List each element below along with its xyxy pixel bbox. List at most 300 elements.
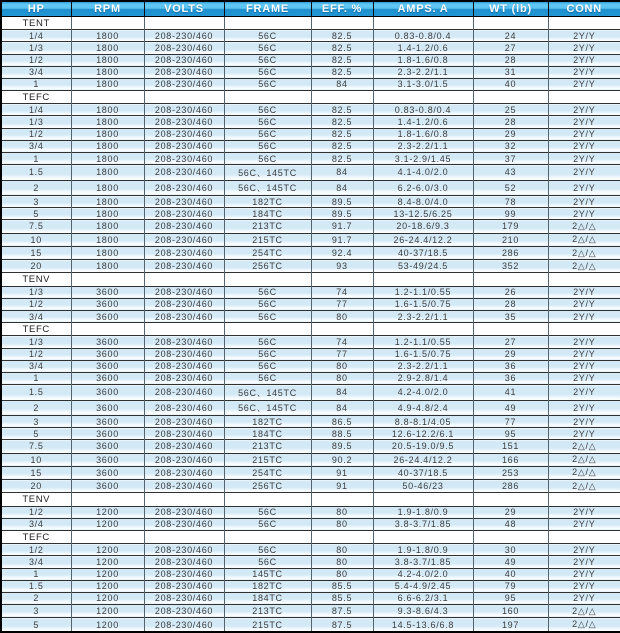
- section-empty-cell: [224, 530, 311, 543]
- cell-eff-%: 91.7: [311, 233, 373, 246]
- cell-rpm: 1200: [71, 580, 144, 592]
- section-empty-cell: [311, 91, 373, 104]
- cell-eff-%: 82.5: [311, 42, 373, 54]
- cell-conn: 2Y/Y: [548, 360, 620, 372]
- cell-eff-%: 82.5: [311, 140, 373, 152]
- cell-wt-lb: 40: [473, 568, 548, 580]
- cell-rpm: 1800: [71, 260, 144, 273]
- cell-wt-lb: 99: [473, 208, 548, 220]
- cell-eff-%: 80: [311, 544, 373, 556]
- table-row: [1, 544, 620, 556]
- cell-hp: 3/4: [1, 360, 71, 372]
- cell-eff-%: 74: [311, 286, 373, 298]
- cell-frame: 56C: [224, 372, 311, 384]
- cell-conn: 2Y/Y: [548, 518, 620, 530]
- cell-wt-lb: 32: [473, 140, 548, 152]
- cell-wt-lb: 151: [473, 440, 548, 453]
- cell-wt-lb: 36: [473, 372, 548, 384]
- cell-rpm: 1800: [71, 208, 144, 220]
- cell-eff-%: 74: [311, 336, 373, 348]
- table-row: [1, 348, 620, 360]
- cell-frame: 56C: [224, 556, 311, 568]
- cell-amps-a: 6.2-6.0/3.0: [373, 180, 473, 195]
- cell-volts: 208-230/460: [144, 618, 224, 632]
- cell-frame: 215TC: [224, 618, 311, 632]
- cell-volts: 208-230/460: [144, 428, 224, 440]
- cell-amps-a: 1.8-1.6/0.8: [373, 128, 473, 140]
- cell-conn: 2Y/Y: [548, 140, 620, 152]
- cell-wt-lb: 37: [473, 152, 548, 164]
- cell-frame: 56C、145TC: [224, 400, 311, 415]
- table-row: [1, 568, 620, 580]
- cell-eff-%: 82.5: [311, 116, 373, 128]
- table-row: [1, 66, 620, 78]
- cell-amps-a: 8.8-8.1/4.05: [373, 415, 473, 427]
- cell-rpm: 1800: [71, 233, 144, 246]
- cell-rpm: 1800: [71, 140, 144, 152]
- cell-rpm: 1200: [71, 544, 144, 556]
- section-row-tefc: [1, 91, 620, 104]
- section-empty-cell: [548, 273, 620, 286]
- cell-eff-%: 89.5: [311, 440, 373, 453]
- cell-rpm: 3600: [71, 286, 144, 298]
- section-empty-cell: [224, 17, 311, 30]
- table-row: [1, 604, 620, 617]
- table-row: [1, 260, 620, 273]
- section-empty-cell: [473, 323, 548, 336]
- cell-frame: 56C: [224, 42, 311, 54]
- cell-wt-lb: 352: [473, 260, 548, 273]
- cell-wt-lb: 28: [473, 116, 548, 128]
- cell-frame: 56C: [224, 360, 311, 372]
- section-empty-cell: [71, 17, 144, 30]
- cell-conn: 2Y/Y: [548, 415, 620, 427]
- cell-eff-%: 82.5: [311, 104, 373, 116]
- cell-conn: 2Y/Y: [548, 544, 620, 556]
- section-empty-cell: [548, 91, 620, 104]
- cell-conn: 2Y/Y: [548, 310, 620, 322]
- cell-rpm: 1800: [71, 30, 144, 42]
- cell-amps-a: 1.9-1.8/0.9: [373, 544, 473, 556]
- table-row: [1, 466, 620, 479]
- cell-frame: 213TC: [224, 220, 311, 233]
- cell-wt-lb: 29: [473, 348, 548, 360]
- cell-volts: 208-230/460: [144, 208, 224, 220]
- cell-volts: 208-230/460: [144, 246, 224, 259]
- cell-rpm: 1200: [71, 506, 144, 518]
- cell-eff-%: 82.5: [311, 152, 373, 164]
- cell-wt-lb: 41: [473, 385, 548, 400]
- section-empty-cell: [373, 493, 473, 506]
- cell-conn: 2△/△: [548, 233, 620, 246]
- cell-conn: 2△/△: [548, 453, 620, 466]
- cell-wt-lb: 166: [473, 453, 548, 466]
- table-row: [1, 556, 620, 568]
- table-row: [1, 208, 620, 220]
- table-row: [1, 180, 620, 195]
- cell-eff-%: 80: [311, 372, 373, 384]
- cell-frame: 56C: [224, 78, 311, 90]
- cell-conn: 2Y/Y: [548, 42, 620, 54]
- cell-volts: 208-230/460: [144, 336, 224, 348]
- column-header-amps: AMPS. A: [373, 1, 473, 17]
- cell-volts: 208-230/460: [144, 128, 224, 140]
- section-label: TEFC: [1, 323, 71, 336]
- cell-amps-a: 1.6-1.5/0.75: [373, 348, 473, 360]
- section-row-tefc: [1, 530, 620, 543]
- cell-eff-%: 89.5: [311, 208, 373, 220]
- cell-rpm: 1200: [71, 568, 144, 580]
- cell-amps-a: 8.4-8.0/4.0: [373, 196, 473, 208]
- cell-amps-a: 1.2-1.1/0.55: [373, 336, 473, 348]
- section-empty-cell: [224, 323, 311, 336]
- cell-eff-%: 85.5: [311, 592, 373, 604]
- cell-hp: 1.5: [1, 165, 71, 180]
- cell-frame: 56C: [224, 30, 311, 42]
- cell-conn: 2Y/Y: [548, 78, 620, 90]
- cell-hp: 15: [1, 246, 71, 259]
- cell-frame: 56C: [224, 348, 311, 360]
- cell-rpm: 1800: [71, 54, 144, 66]
- cell-volts: 208-230/460: [144, 604, 224, 617]
- cell-frame: 184TC: [224, 592, 311, 604]
- cell-eff-%: 82.5: [311, 30, 373, 42]
- cell-volts: 208-230/460: [144, 42, 224, 54]
- cell-wt-lb: 286: [473, 246, 548, 259]
- cell-hp: 1.5: [1, 580, 71, 592]
- section-empty-cell: [473, 273, 548, 286]
- table-row: [1, 428, 620, 440]
- cell-frame: 56C: [224, 286, 311, 298]
- table-row: [1, 196, 620, 208]
- section-empty-cell: [311, 273, 373, 286]
- cell-conn: 2Y/Y: [548, 400, 620, 415]
- table-row: [1, 480, 620, 493]
- cell-eff-%: 84: [311, 78, 373, 90]
- cell-rpm: 3600: [71, 372, 144, 384]
- cell-frame: 184TC: [224, 208, 311, 220]
- cell-hp: 1: [1, 372, 71, 384]
- cell-amps-a: 3.8-3.7/1.85: [373, 518, 473, 530]
- cell-eff-%: 82.5: [311, 66, 373, 78]
- table-row: [1, 310, 620, 322]
- cell-hp: 1/2: [1, 54, 71, 66]
- cell-hp: 7.5: [1, 440, 71, 453]
- cell-conn: 2Y/Y: [548, 372, 620, 384]
- section-label: TEFC: [1, 530, 71, 543]
- section-row-tenv: [1, 493, 620, 506]
- cell-rpm: 1200: [71, 556, 144, 568]
- cell-eff-%: 80: [311, 310, 373, 322]
- cell-wt-lb: 48: [473, 518, 548, 530]
- cell-rpm: 1200: [71, 604, 144, 617]
- cell-amps-a: 2.9-2.8/1.4: [373, 372, 473, 384]
- section-label: TENV: [1, 273, 71, 286]
- cell-rpm: 3600: [71, 440, 144, 453]
- cell-hp: 1/2: [1, 348, 71, 360]
- cell-rpm: 3600: [71, 385, 144, 400]
- cell-conn: 2Y/Y: [548, 286, 620, 298]
- cell-volts: 208-230/460: [144, 385, 224, 400]
- table-row: [1, 415, 620, 427]
- cell-eff-%: 77: [311, 298, 373, 310]
- table-row: [1, 580, 620, 592]
- cell-eff-%: 80: [311, 568, 373, 580]
- cell-hp: 1.5: [1, 385, 71, 400]
- cell-volts: 208-230/460: [144, 518, 224, 530]
- cell-hp: 2: [1, 400, 71, 415]
- cell-rpm: 1800: [71, 180, 144, 195]
- table-header-row: [1, 1, 620, 17]
- cell-eff-%: 82.5: [311, 54, 373, 66]
- cell-rpm: 1800: [71, 116, 144, 128]
- table-row: [1, 518, 620, 530]
- cell-hp: 1/2: [1, 506, 71, 518]
- cell-wt-lb: 36: [473, 360, 548, 372]
- cell-hp: 1: [1, 568, 71, 580]
- section-label: TENT: [1, 17, 71, 30]
- cell-wt-lb: 49: [473, 556, 548, 568]
- cell-amps-a: 1.4-1.2/0.6: [373, 42, 473, 54]
- table-row: [1, 372, 620, 384]
- cell-eff-%: 84: [311, 400, 373, 415]
- cell-wt-lb: 286: [473, 480, 548, 493]
- section-empty-cell: [548, 530, 620, 543]
- cell-eff-%: 91.7: [311, 220, 373, 233]
- cell-hp: 3: [1, 415, 71, 427]
- cell-amps-a: 1.9-1.8/0.9: [373, 506, 473, 518]
- cell-wt-lb: 253: [473, 466, 548, 479]
- cell-eff-%: 87.5: [311, 604, 373, 617]
- cell-volts: 208-230/460: [144, 556, 224, 568]
- cell-conn: 2Y/Y: [548, 30, 620, 42]
- section-empty-cell: [473, 17, 548, 30]
- cell-conn: 2△/△: [548, 480, 620, 493]
- cell-hp: 1: [1, 78, 71, 90]
- cell-conn: 2Y/Y: [548, 385, 620, 400]
- cell-volts: 208-230/460: [144, 233, 224, 246]
- cell-frame: 215TC: [224, 233, 311, 246]
- table-row: [1, 42, 620, 54]
- cell-frame: 56C: [224, 116, 311, 128]
- cell-frame: 184TC: [224, 428, 311, 440]
- table-body: [1, 17, 620, 633]
- cell-wt-lb: 31: [473, 66, 548, 78]
- section-empty-cell: [144, 493, 224, 506]
- cell-wt-lb: 160: [473, 604, 548, 617]
- table-row: [1, 116, 620, 128]
- cell-volts: 208-230/460: [144, 453, 224, 466]
- cell-amps-a: 20.5-19.0/9.5: [373, 440, 473, 453]
- cell-eff-%: 84: [311, 165, 373, 180]
- section-empty-cell: [71, 493, 144, 506]
- table-row: [1, 453, 620, 466]
- section-empty-cell: [144, 323, 224, 336]
- cell-volts: 208-230/460: [144, 180, 224, 195]
- table-row: [1, 233, 620, 246]
- cell-volts: 208-230/460: [144, 440, 224, 453]
- cell-volts: 208-230/460: [144, 220, 224, 233]
- section-empty-cell: [144, 17, 224, 30]
- cell-conn: 2Y/Y: [548, 66, 620, 78]
- section-empty-cell: [473, 91, 548, 104]
- table-row: [1, 246, 620, 259]
- section-empty-cell: [224, 91, 311, 104]
- cell-volts: 208-230/460: [144, 196, 224, 208]
- cell-conn: 2△/△: [548, 246, 620, 259]
- cell-volts: 208-230/460: [144, 30, 224, 42]
- column-header-wt: WT (lb): [473, 1, 548, 17]
- cell-eff-%: 80: [311, 518, 373, 530]
- cell-hp: 1: [1, 152, 71, 164]
- cell-eff-%: 82.5: [311, 128, 373, 140]
- cell-eff-%: 91: [311, 480, 373, 493]
- cell-hp: 20: [1, 480, 71, 493]
- cell-conn: 2Y/Y: [548, 180, 620, 195]
- cell-volts: 208-230/460: [144, 372, 224, 384]
- cell-rpm: 1800: [71, 246, 144, 259]
- cell-wt-lb: 43: [473, 165, 548, 180]
- cell-rpm: 1800: [71, 220, 144, 233]
- cell-eff-%: 84: [311, 180, 373, 195]
- cell-wt-lb: 95: [473, 428, 548, 440]
- table-row: [1, 400, 620, 415]
- cell-hp: 3/4: [1, 66, 71, 78]
- table-row: [1, 140, 620, 152]
- cell-hp: 2: [1, 592, 71, 604]
- cell-wt-lb: 95: [473, 592, 548, 604]
- cell-frame: 145TC: [224, 568, 311, 580]
- cell-frame: 56C: [224, 54, 311, 66]
- cell-wt-lb: 179: [473, 220, 548, 233]
- cell-wt-lb: 26: [473, 286, 548, 298]
- cell-rpm: 3600: [71, 298, 144, 310]
- table-row: [1, 336, 620, 348]
- cell-volts: 208-230/460: [144, 360, 224, 372]
- cell-rpm: 1800: [71, 42, 144, 54]
- column-header-hp: HP: [1, 1, 71, 17]
- cell-amps-a: 0.83-0.8/0.4: [373, 30, 473, 42]
- section-empty-cell: [144, 273, 224, 286]
- cell-amps-a: 40-37/18.5: [373, 246, 473, 259]
- cell-frame: 56C: [224, 518, 311, 530]
- table-row: [1, 165, 620, 180]
- cell-wt-lb: 25: [473, 104, 548, 116]
- cell-eff-%: 87.5: [311, 618, 373, 632]
- cell-rpm: 1200: [71, 618, 144, 632]
- cell-conn: 2Y/Y: [548, 428, 620, 440]
- cell-rpm: 3600: [71, 428, 144, 440]
- section-empty-cell: [373, 17, 473, 30]
- cell-conn: 2△/△: [548, 260, 620, 273]
- cell-eff-%: 92.4: [311, 246, 373, 259]
- cell-hp: 5: [1, 618, 71, 632]
- cell-hp: 3: [1, 196, 71, 208]
- cell-rpm: 3600: [71, 360, 144, 372]
- cell-frame: 256TC: [224, 480, 311, 493]
- section-empty-cell: [71, 273, 144, 286]
- cell-amps-a: 3.1-2.9/1.45: [373, 152, 473, 164]
- cell-amps-a: 12.6-12.2/6.1: [373, 428, 473, 440]
- section-empty-cell: [373, 273, 473, 286]
- cell-volts: 208-230/460: [144, 116, 224, 128]
- cell-amps-a: 3.1-3.0/1.5: [373, 78, 473, 90]
- section-empty-cell: [311, 493, 373, 506]
- cell-eff-%: 86.5: [311, 415, 373, 427]
- section-empty-cell: [71, 323, 144, 336]
- cell-wt-lb: 49: [473, 400, 548, 415]
- cell-volts: 208-230/460: [144, 592, 224, 604]
- cell-eff-%: 77: [311, 348, 373, 360]
- cell-wt-lb: 29: [473, 128, 548, 140]
- cell-hp: 3/4: [1, 556, 71, 568]
- cell-volts: 208-230/460: [144, 544, 224, 556]
- cell-amps-a: 1.4-1.2/0.6: [373, 116, 473, 128]
- cell-eff-%: 80: [311, 556, 373, 568]
- cell-rpm: 3600: [71, 336, 144, 348]
- table-row: [1, 152, 620, 164]
- section-label: TEFC: [1, 91, 71, 104]
- table-row: [1, 78, 620, 90]
- cell-amps-a: 2.3-2.2/1.1: [373, 140, 473, 152]
- cell-frame: 56C: [224, 104, 311, 116]
- cell-conn: 2Y/Y: [548, 336, 620, 348]
- cell-conn: 2Y/Y: [548, 54, 620, 66]
- cell-hp: 3/4: [1, 140, 71, 152]
- cell-frame: 56C: [224, 152, 311, 164]
- cell-amps-a: 40-37/18.5: [373, 466, 473, 479]
- cell-volts: 208-230/460: [144, 54, 224, 66]
- cell-conn: 2△/△: [548, 618, 620, 632]
- cell-amps-a: 20-18.6/9.3: [373, 220, 473, 233]
- cell-hp: 2: [1, 180, 71, 195]
- cell-wt-lb: 78: [473, 196, 548, 208]
- cell-hp: 3/4: [1, 310, 71, 322]
- cell-hp: 10: [1, 453, 71, 466]
- cell-hp: 1/3: [1, 336, 71, 348]
- section-empty-cell: [373, 530, 473, 543]
- column-header-conn: CONN: [548, 1, 620, 17]
- cell-conn: 2△/△: [548, 440, 620, 453]
- section-label: TENV: [1, 493, 71, 506]
- section-empty-cell: [548, 323, 620, 336]
- cell-volts: 208-230/460: [144, 310, 224, 322]
- cell-eff-%: 80: [311, 360, 373, 372]
- cell-eff-%: 85.5: [311, 580, 373, 592]
- cell-frame: 56C: [224, 298, 311, 310]
- section-empty-cell: [473, 530, 548, 543]
- cell-rpm: 1200: [71, 518, 144, 530]
- cell-rpm: 3600: [71, 453, 144, 466]
- column-header-volts: VOLTS: [144, 1, 224, 17]
- cell-hp: 1/3: [1, 116, 71, 128]
- cell-hp: 5: [1, 428, 71, 440]
- cell-volts: 208-230/460: [144, 286, 224, 298]
- cell-hp: 15: [1, 466, 71, 479]
- cell-rpm: 1800: [71, 152, 144, 164]
- table-row: [1, 618, 620, 632]
- cell-amps-a: 4.1-4.0/2.0: [373, 165, 473, 180]
- cell-conn: 2Y/Y: [548, 196, 620, 208]
- section-row-tefc: [1, 323, 620, 336]
- cell-rpm: 3600: [71, 466, 144, 479]
- table-row: [1, 440, 620, 453]
- section-empty-cell: [144, 530, 224, 543]
- cell-volts: 208-230/460: [144, 78, 224, 90]
- cell-wt-lb: 35: [473, 310, 548, 322]
- cell-wt-lb: 52: [473, 180, 548, 195]
- cell-rpm: 1800: [71, 104, 144, 116]
